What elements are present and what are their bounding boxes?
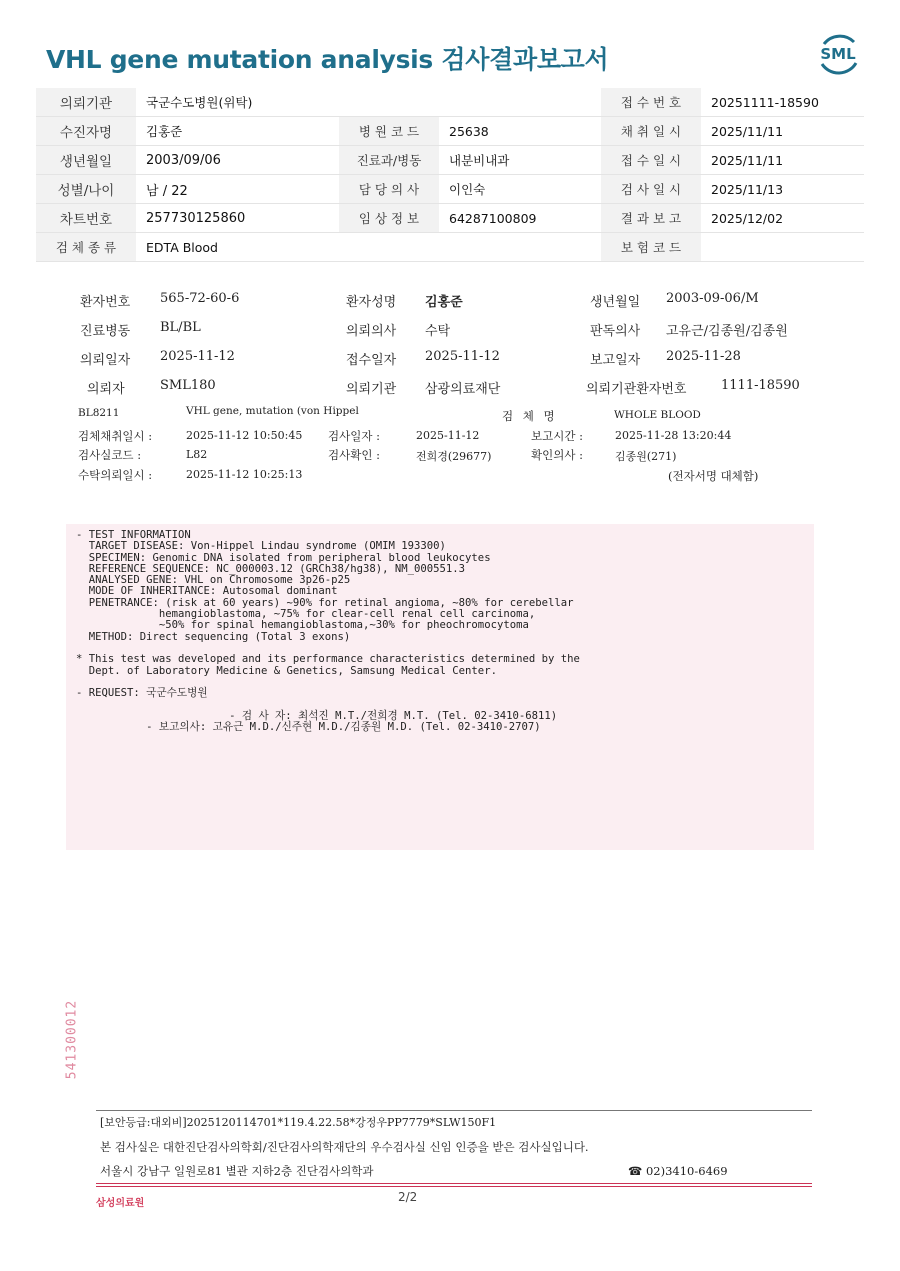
header-label: 결 과 보 고 <box>601 204 701 233</box>
header-value: 257730125860 <box>136 204 339 233</box>
header-label: 진료과/병동 <box>339 146 439 175</box>
patient-value: 고유근/김종원/김종원 <box>666 324 788 339</box>
header-value: 2025/11/11 <box>701 117 864 146</box>
patient-value: 2003-09-06/M <box>666 291 759 306</box>
patient-value: 565-72-60-6 <box>160 291 240 306</box>
header-value: 이인숙 <box>439 175 601 204</box>
certification-line: 본 검사실은 대한진단검사의학회/진단검사의학재단의 우수검사실 신임 인증을 받은 검사실입니다. <box>100 1140 589 1154</box>
specimen-value: L82 <box>186 448 208 461</box>
header-row <box>36 88 864 117</box>
report-title: VHL gene mutation analysis 검사결과보고서 <box>46 45 609 74</box>
patient-label: 의뢰기관환자번호 <box>586 382 687 397</box>
header-label: 접 수 일 시 <box>601 146 701 175</box>
side-serial <box>62 992 82 1092</box>
patient-value: BL/BL <box>160 320 201 335</box>
header-row <box>36 117 864 146</box>
header-value: 김홍준 <box>136 117 339 146</box>
header-value <box>701 233 864 262</box>
specimen-name-value: WHOLE BLOOD <box>614 409 701 421</box>
header-value: 64287100809 <box>439 204 601 233</box>
specimen-value: 2025-11-12 10:25:13 <box>186 468 303 481</box>
header-value: 2025/11/13 <box>701 175 864 204</box>
specimen-name-label: 검 체 명 <box>502 409 558 423</box>
page-number: 2/2 <box>398 1190 418 1204</box>
brand-logo-text: 삼성의료원 <box>96 1198 145 1209</box>
patient-label: 진료병동 <box>80 324 131 339</box>
header-label: 성별/나이 <box>36 175 136 204</box>
header-label: 차트번호 <box>36 204 136 233</box>
specimen-value: 전희경(29677) <box>416 450 492 463</box>
sml-logo <box>812 30 864 76</box>
specimen-test: VHL gene, mutation (von Hippel <box>186 405 359 417</box>
header-label: 접 수 번 호 <box>601 88 701 117</box>
footer-red-line <box>96 1186 812 1187</box>
specimen-label: 검사확인 : <box>328 448 380 462</box>
header-value: 2025/11/11 <box>701 146 864 175</box>
specimen-label: 수탁의뢰일시 : <box>78 468 153 482</box>
header-label: 담 당 의 사 <box>339 175 439 204</box>
specimen-value: 김종원(271) <box>615 450 677 463</box>
address-line: 서울시 강남구 일원로81 별관 지하2층 진단검사의학과 <box>100 1164 374 1178</box>
header-label: 검 체 종 류 <box>36 233 136 262</box>
specimen-code: BL8211 <box>78 407 120 419</box>
header-value: 남 / 22 <box>136 175 339 204</box>
footer-divider <box>96 1110 812 1111</box>
specimen-label: 검사일자 : <box>328 429 380 443</box>
specimen-label: 보고시간 : <box>531 429 583 443</box>
patient-value: 2025-11-12 <box>425 349 500 364</box>
header-label: 수진자명 <box>36 117 136 146</box>
security-line: [보안등급:대외비]2025120114701*119.4.22.58*강정우PP7779*SLW150F1 <box>100 1116 497 1129</box>
patient-label: 의뢰의사 <box>346 324 397 339</box>
specimen-value: 2025-11-12 <box>416 429 480 442</box>
patient-value: 김홍준 <box>425 295 463 310</box>
header-label: 보 험 코 드 <box>601 233 701 262</box>
header-label: 생년월일 <box>36 146 136 175</box>
specimen-label: 검사실코드 : <box>78 448 142 462</box>
side-serial-text: 541300012 <box>64 999 80 1080</box>
header-value: 25638 <box>439 117 601 146</box>
header-table <box>36 88 864 262</box>
specimen-value: 2025-11-28 13:20:44 <box>615 429 732 442</box>
patient-label: 생년월일 <box>590 295 641 310</box>
header-label: 채 취 일 시 <box>601 117 701 146</box>
patient-value: 삼광의료재단 <box>425 382 501 397</box>
patient-value: 2025-11-12 <box>160 349 235 364</box>
patient-label: 의뢰기관 <box>346 382 397 397</box>
patient-value: SML180 <box>160 378 216 393</box>
specimen-label: 확인의사 : <box>531 448 583 462</box>
sml-logo-mark <box>812 30 864 76</box>
header-row <box>36 233 864 262</box>
header-label: 검 사 일 시 <box>601 175 701 204</box>
header-label: 의뢰기관 <box>36 88 136 117</box>
esign-note: (전자서명 대체함) <box>668 469 759 483</box>
patient-label: 환자성명 <box>346 295 397 310</box>
patient-label: 판독의사 <box>590 324 641 339</box>
sml-logo-text: SML <box>820 45 856 63</box>
header-row <box>36 204 864 233</box>
header-row <box>36 175 864 204</box>
report-box <box>66 524 814 850</box>
patient-value: 2025-11-28 <box>666 349 741 364</box>
patient-label: 의뢰자 <box>87 382 125 397</box>
specimen-value: 2025-11-12 10:50:45 <box>186 429 303 442</box>
header-value: 2025/12/02 <box>701 204 864 233</box>
footer-red-line <box>96 1183 812 1184</box>
specimen-label: 검체채취일시 : <box>78 429 153 443</box>
header-value: 국군수도병원(위탁) <box>136 88 339 117</box>
report-text: - TEST INFORMATION TARGET DISEASE: Von-Hippel Lindau syndrome (OMIM 193300) SPECIMEN: Genomic DNA isolated from peripheral blood leukocytes REFERENCE SEQUENCE: NC_000003.12 (GRCh38/hg38), NM_000551.3 ANALYSED GENE: VHL on Chromosome 3p26-p25 MODE OF INHERITANCE: Autosomal dominant PENETRANCE: (risk at 60 years) ~90% for retinal angioma, ~80% for cerebellar hemangioblastoma, ~75% for clear-cell renal cell carcinoma, ~50% for spinal hemangioblastoma,~30% for pheochromocytoma METHOD: Direct sequencing (Total 3 exons) * This test was developed and its performance characteristics determined by the Dept. of Laboratory Medicine & Genetics, Samsung Medical Center. - REQUEST: 국군수도병원 - 검 사 자: 최석진 M.T./전희경 M.T. (Tel. 02-3410-6811) - 보고의사: 고유근 M.D./신주현 M.D./김종원 M.D. (Tel. 02-3410-2707) <box>76 529 580 734</box>
patient-label: 보고일자 <box>590 353 641 368</box>
phone-line: ☎ 02)3410-6469 <box>628 1164 728 1178</box>
header-value: 2003/09/06 <box>136 146 339 175</box>
patient-label: 접수일자 <box>346 353 397 368</box>
patient-value: 수탁 <box>425 324 451 339</box>
patient-label: 의뢰일자 <box>80 353 131 368</box>
patient-label: 환자번호 <box>80 295 131 310</box>
header-value: EDTA Blood <box>136 233 339 262</box>
header-value: 20251111-18590 <box>701 88 864 117</box>
header-row <box>36 146 864 175</box>
header-value: 내분비내과 <box>439 146 601 175</box>
patient-value: 1111-18590 <box>721 378 800 393</box>
header-label: 병 원 코 드 <box>339 117 439 146</box>
header-label: 임 상 정 보 <box>339 204 439 233</box>
